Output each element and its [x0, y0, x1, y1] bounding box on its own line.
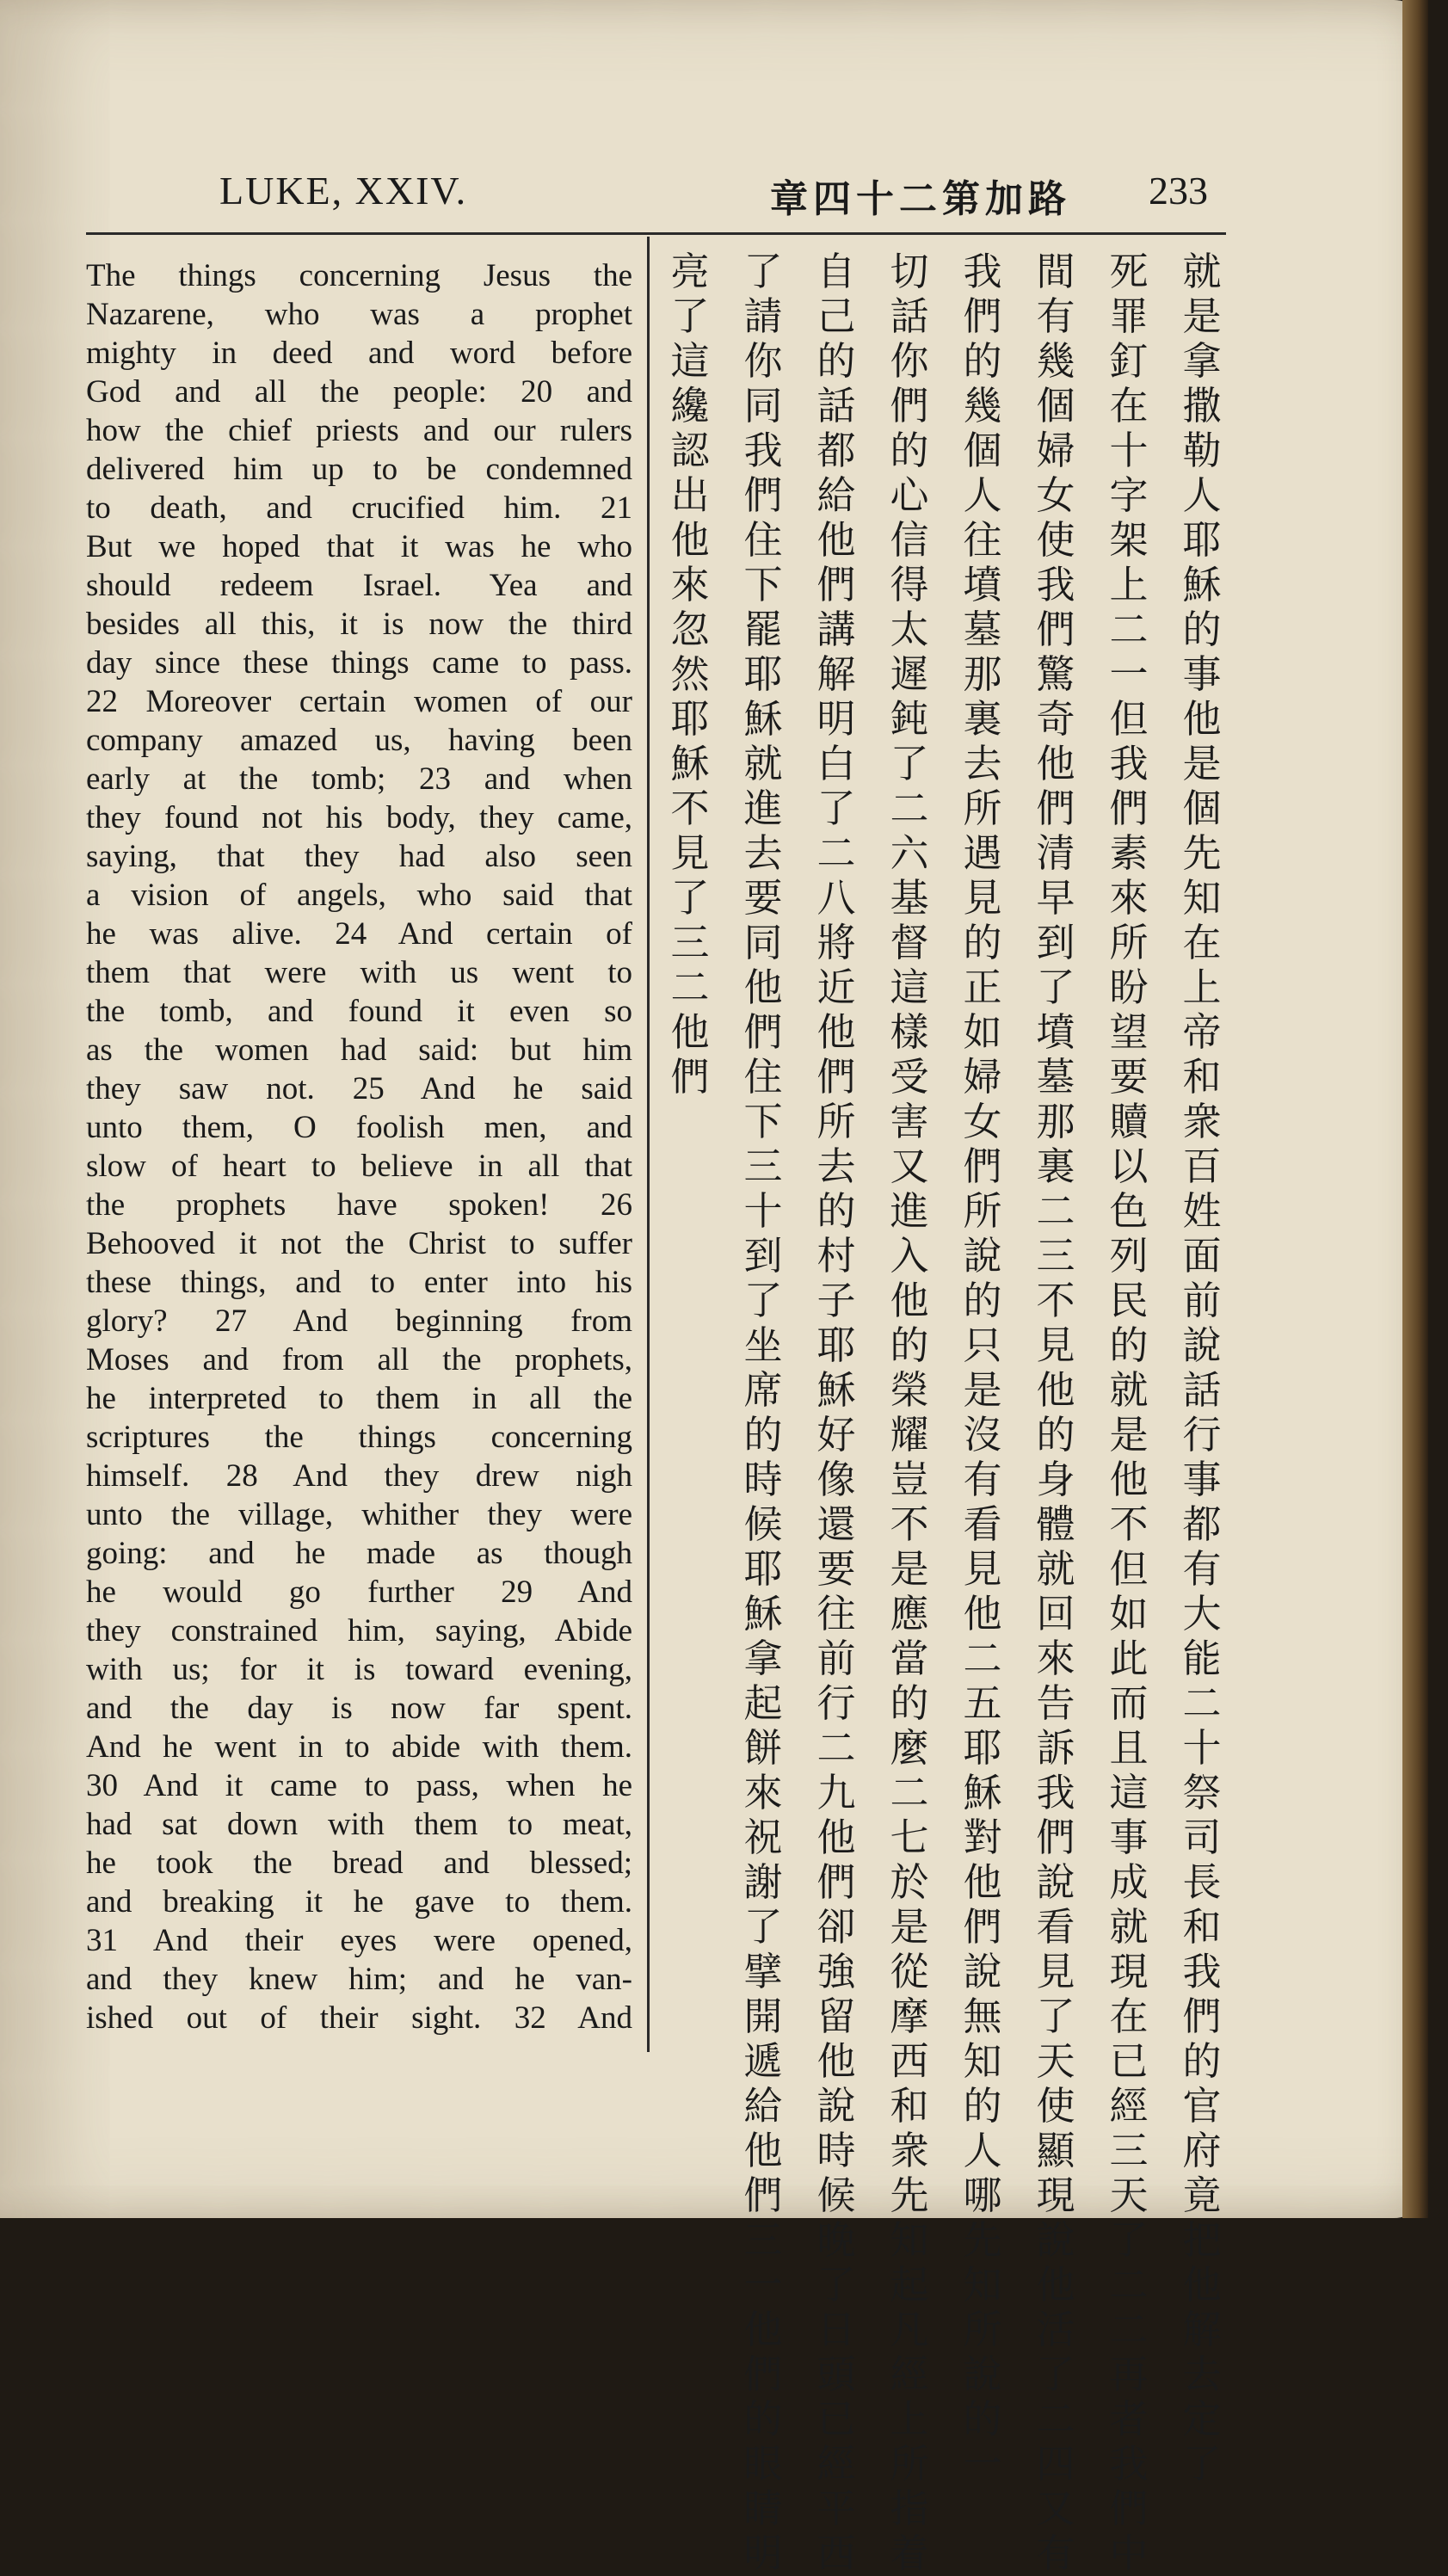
english-line: these things, and to enter into his: [86, 1265, 632, 1300]
english-line: 22 Moreover certain women of our: [86, 684, 632, 719]
chinese-column: 我們的幾個人往墳墓那裏去所遇見的正如婦女們所說的只是沒有看見他二五耶穌對他們說無知的人哪先知所說的一: [963, 249, 1002, 2487]
english-line: the tomb, and found it even so: [86, 994, 632, 1029]
english-line: he was alive. 24 And certain of: [86, 916, 632, 952]
header-rule: [86, 232, 1226, 235]
chinese-column: 間有幾個婦女使我們驚奇他們清早到了墳墓那裏二三不見他的身體就回來告訴我們說看見了天使顯現說他活了二四又有: [1036, 249, 1075, 2576]
english-line: glory? 27 And beginning from: [86, 1303, 632, 1339]
english-line: he took the bread and blessed;: [86, 1846, 632, 1881]
english-line: early at the tomb; 23 and when: [86, 761, 632, 797]
english-line: Behooved it not the Christ to suffer: [86, 1226, 632, 1261]
english-line: ished out of their sight. 32 And: [86, 2000, 632, 2036]
english-line: 30 And it came to pass, when he: [86, 1768, 632, 1803]
english-line: saying, that they had also seen: [86, 839, 632, 874]
english-line: and breaking it he gave to them.: [86, 1884, 632, 1920]
english-line: Nazarene, who was a prophet: [86, 297, 632, 332]
english-line: unto them, O foolish men, and: [86, 1110, 632, 1145]
english-line: 31 And their eyes were opened,: [86, 1923, 632, 1958]
english-text-column: [86, 256, 632, 2037]
english-line: as the women had said: but him: [86, 1032, 632, 1068]
english-line: going: and he made as though: [86, 1536, 632, 1571]
chinese-column: 自己的話都給他們講解明白了二八將近他們所去的村子耶穌好像還要往前行二九他們卻強留他說時候晚了日頭已經平西: [816, 249, 856, 2576]
english-line: they found not his body, they came,: [86, 800, 632, 835]
english-line: And he went in to abide with them.: [86, 1729, 632, 1765]
chinese-column: 切話你們的心信得太遲鈍了二六基督這樣受害又進入他的榮耀豈不是應當的麼二七於是從摩西和衆先知起凡經上所指着: [890, 249, 929, 2576]
english-line: But we hoped that it was he who: [86, 529, 632, 564]
chinese-column: 亮了這纔認出他來忽然耶穌不見了三二他們: [670, 249, 710, 1100]
chinese-text-area: [662, 249, 1230, 2576]
english-line: the prophets have spoken! 26: [86, 1187, 632, 1223]
english-line: and they knew him; and he van-: [86, 1962, 632, 1997]
english-line: The things concerning Jesus the: [86, 258, 632, 293]
page-edge: [1402, 0, 1428, 2218]
english-line: slow of heart to believe in all that: [86, 1149, 632, 1184]
english-line: unto the village, whither they were: [86, 1497, 632, 1532]
english-line: besides all this, it is now the third: [86, 607, 632, 642]
english-line: company amazed us, having been: [86, 723, 632, 758]
english-line: scriptures the things concerning: [86, 1420, 632, 1455]
chinese-column: 死罪釘在十字架上二一但我們素來所盼望要贖以色列民的就是他不但如此而且這事成就現在已經三天了二二再者我們中: [1109, 249, 1149, 2576]
english-line: should redeem Israel. Yea and: [86, 568, 632, 603]
english-line: himself. 28 And they drew nigh: [86, 1458, 632, 1494]
running-title: LUKE, XXIV.: [219, 169, 468, 213]
chinese-running-title: 章四十二第加路: [770, 177, 1071, 221]
english-line: a vision of angels, who said that: [86, 878, 632, 913]
english-line: Moses and from all the prophets,: [86, 1342, 632, 1377]
english-line: day since these things came to pass.: [86, 645, 632, 681]
english-line: them that were with us went to: [86, 955, 632, 990]
english-line: to death, and crucified him. 21: [86, 490, 632, 526]
english-line: had sat down with them to meat,: [86, 1807, 632, 1842]
english-line: they constrained him, saying, Abide: [86, 1613, 632, 1649]
english-line: and the day is now far spent.: [86, 1691, 632, 1726]
english-line: with us; for it is toward evening,: [86, 1652, 632, 1687]
english-line: they saw not. 25 And he said: [86, 1071, 632, 1106]
column-divider: [647, 237, 650, 2052]
chinese-column: 就是拿撒勒人耶穌的事他是個先知在上帝和衆百姓面前說話行事都有大能二十祭司長和我們的官府竟把他解去定了: [1182, 249, 1222, 2487]
english-line: he interpreted to them in all the: [86, 1381, 632, 1416]
english-line: mighty in deed and word before: [86, 336, 632, 371]
english-line: how the chief priests and our rulers: [86, 413, 632, 448]
page-header: [86, 168, 1222, 228]
page-number: 233: [1149, 169, 1208, 213]
english-line: he would go further 29 And: [86, 1575, 632, 1610]
english-line: delivered him up to be condemned: [86, 452, 632, 487]
english-line: God and all the people: 20 and: [86, 374, 632, 410]
chinese-column: 了請你同我們住下罷耶穌就進去要同他們住下三十到了坐席的時候耶穌拿起餅來祝謝了擘開遞給他們三一他們的眼睛明: [743, 249, 783, 2576]
